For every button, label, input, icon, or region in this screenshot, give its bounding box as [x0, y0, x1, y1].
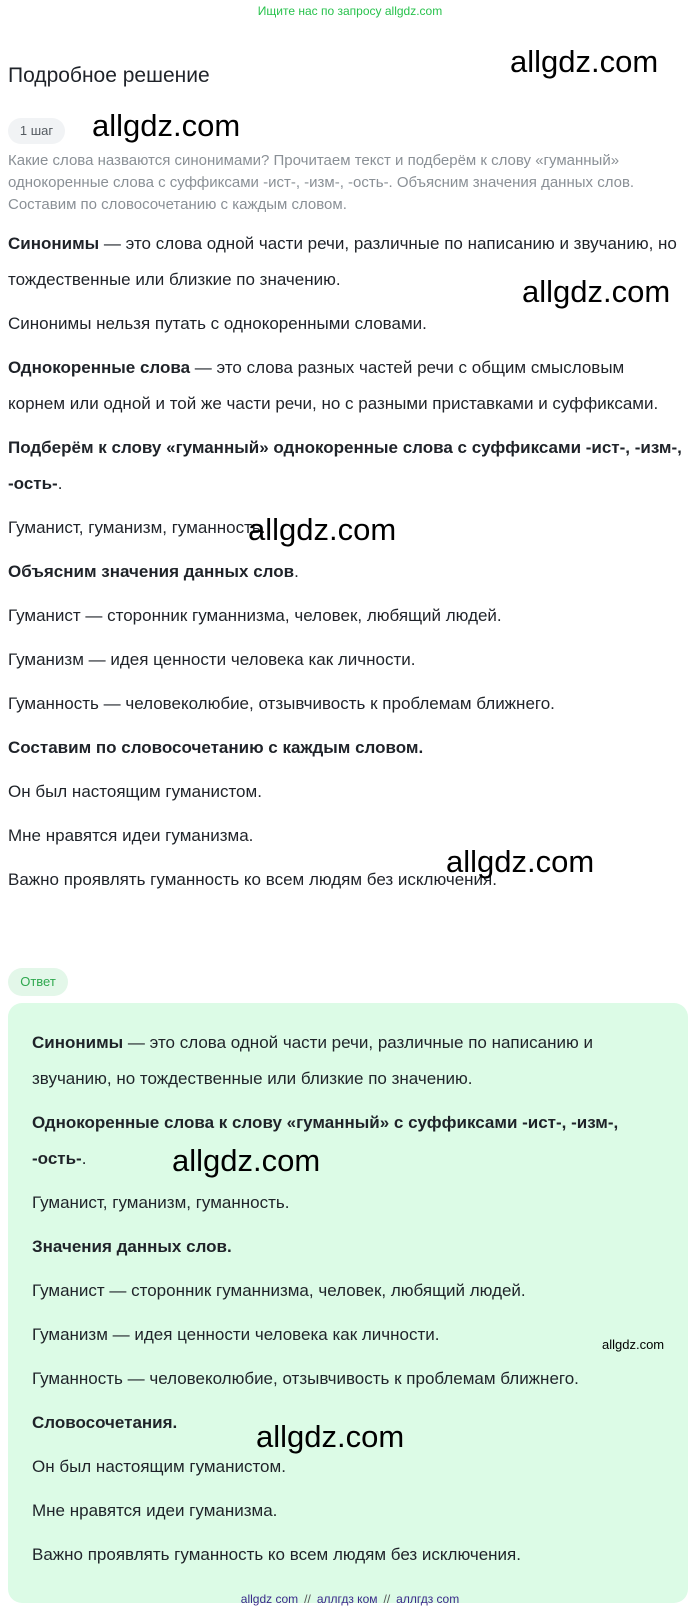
footer-links — [0, 1592, 700, 1606]
step-badge: 1 шаг — [8, 118, 65, 144]
solution-block — [8, 226, 684, 906]
sentence-3: Важно проявлять гуманность ко всем людям без исключения. — [8, 870, 497, 889]
answer-meaning-heading-text: Значения данных слов. — [32, 1237, 232, 1256]
meaning-heading: Объясним значения данных слов. — [8, 562, 299, 581]
phrases-heading-text: Составим по словосочетанию с каждым словом. — [8, 738, 424, 757]
answer-meaning-3: Гуманность — человеколюбие, отзывчивость к проблемам ближнего. — [32, 1369, 579, 1388]
root-words-definition-text: — это слова разных частей речи с общим смысловым корнем или одной и той же части речи, но с разными приставками и суффиксами. — [8, 358, 659, 413]
meaning-2: Гуманизм — идея ценности человека как личности. — [8, 650, 416, 669]
footer-separator: // — [304, 1592, 311, 1606]
answer-synonyms-term: Синонимы — [32, 1033, 124, 1052]
meaning-heading-text: Объясним значения данных слов — [8, 562, 295, 581]
synonyms-note: Синонимы нельзя путать с однокоренными словами. — [8, 314, 427, 333]
pick-heading: Подберём к слову «гуманный» однокоренные слова с суффиксами -ист-, -изм-, -ость-. — [8, 438, 682, 493]
answer-meaning-1: Гуманист — сторонник гуманнизма, человек, любящий людей. — [32, 1281, 526, 1300]
root-words-definition — [8, 350, 684, 422]
answer-badge: Ответ — [8, 968, 68, 996]
watermark: allgdz.com — [172, 1143, 321, 1178]
footer-link-3[interactable]: аллгдз com — [396, 1592, 460, 1606]
synonyms-definition-text: — это слова одной части речи, различные по написанию и звучанию, но тождественные или близкие по значению. — [8, 234, 677, 289]
sentence-2: Мне нравятся идеи гуманизма. — [8, 826, 254, 845]
answer-words: Гуманист, гуманизм, гуманность. — [32, 1193, 290, 1212]
footer-link-1[interactable]: allgdz com — [240, 1592, 299, 1606]
answer-root-heading: Однокоренные слова к слову «гуманный» с суффиксами -ист-, -изм-, -ость-. — [32, 1113, 619, 1168]
footer-link-2[interactable]: аллгдз ком — [316, 1592, 378, 1606]
answer-meaning-heading — [32, 1229, 664, 1265]
meaning-3: Гуманность — человеколюбие, отзывчивость к проблемам ближнего. — [8, 694, 555, 713]
answer-sentence-3: Важно проявлять гуманность ко всем людям без исключения. — [32, 1545, 521, 1564]
watermark: allgdz.com — [446, 844, 595, 879]
watermark: allgdz.com — [510, 44, 659, 79]
page-title: Подробное решение — [8, 64, 210, 87]
synonyms-term: Синонимы — [8, 234, 100, 253]
sentence-1: Он был настоящим гуманистом. — [8, 782, 262, 801]
answer-sentence-2: Мне нравятся идеи гуманизма. — [32, 1501, 278, 1520]
root-words-term: Однокоренные слова — [8, 358, 191, 377]
answer-synonyms — [32, 1025, 664, 1097]
watermark: allgdz.com — [92, 108, 241, 143]
phrases-heading — [8, 730, 684, 766]
watermark: allgdz.com — [256, 1419, 405, 1454]
answer-sentence-1: Он был настоящим гуманистом. — [32, 1457, 286, 1476]
top-banner: Ищите нас по запросу allgdz.com — [257, 4, 443, 18]
watermark-small: allgdz.com — [602, 1337, 665, 1352]
answer-phrases-heading-text: Словосочетания. — [32, 1413, 178, 1432]
pick-words: Гуманист, гуманизм, гуманность. — [8, 518, 266, 537]
answer-box — [8, 1003, 688, 1603]
answer-meaning-2: Гуманизм — идея ценности человека как личности. — [32, 1325, 440, 1344]
footer-separator: // — [383, 1592, 391, 1606]
answer-synonyms-text: — это слова одной части речи, различные по написанию и звучанию, но тождественные или близкие по значению. — [32, 1033, 593, 1088]
watermark: allgdz.com — [522, 274, 671, 309]
meaning-1: Гуманист — сторонник гуманнизма, человек, любящий людей. — [8, 606, 502, 625]
answer-root-heading-text: Однокоренные слова к слову «гуманный» с суффиксами -ист-, -изм-, -ость- — [32, 1113, 619, 1168]
pick-heading-text: Подберём к слову «гуманный» однокоренные слова с суффиксами -ист-, -изм-, -ость- — [8, 438, 682, 493]
question-text: Какие слова назваются синонимами? Прочитаем текст и подберём к слову «гуманный» однокоренные слова с суффиксами -ист-, -изм-, -ость-. Объясним значения данных слов. Составим по словосочетанию с каждым словом. — [8, 152, 635, 213]
watermark: allgdz.com — [248, 512, 397, 547]
